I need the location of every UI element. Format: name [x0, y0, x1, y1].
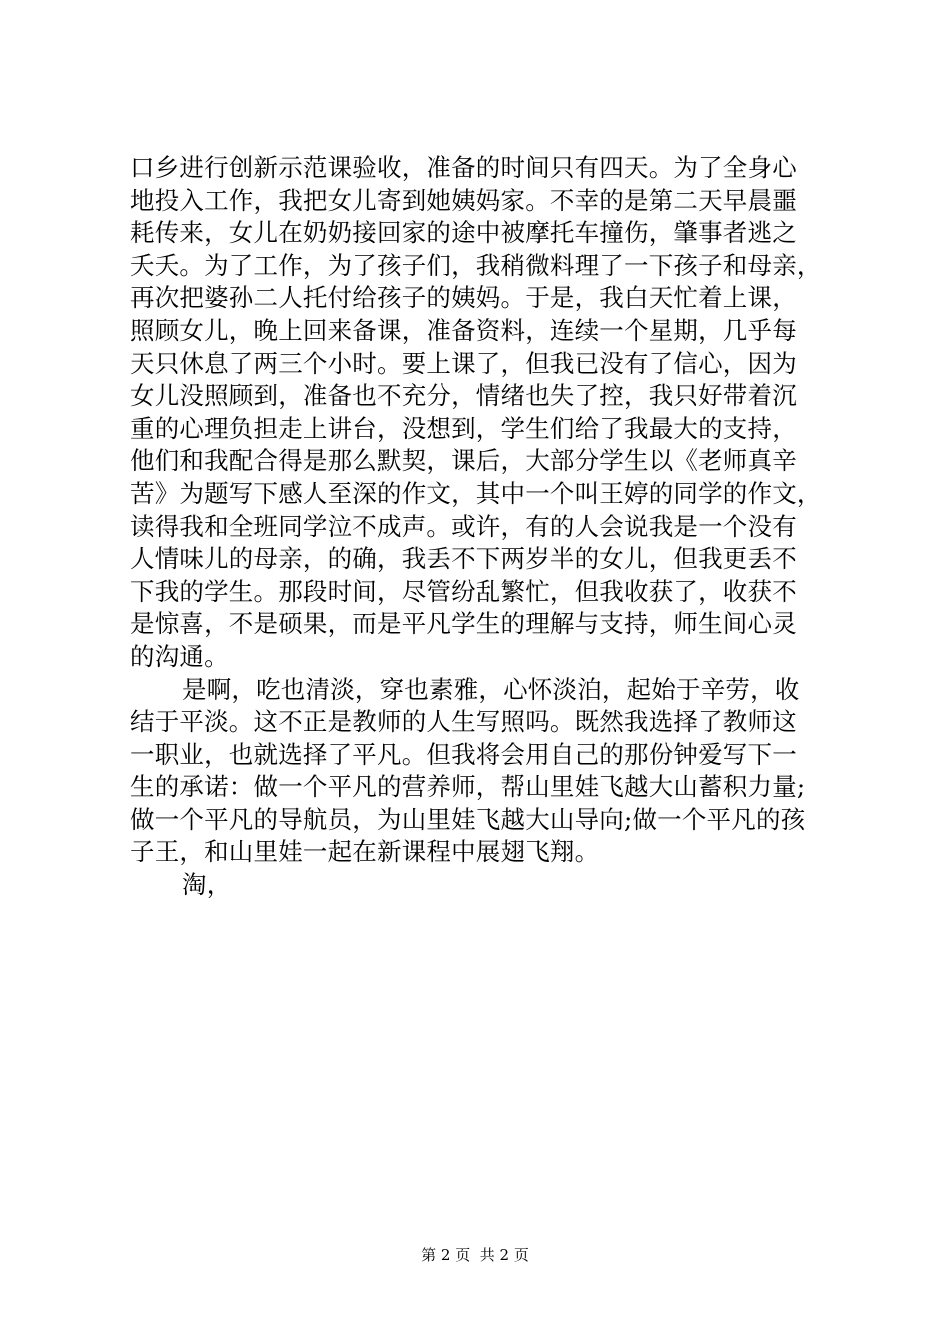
text-line: 的沟通。	[130, 641, 229, 671]
text-line-indented: 是啊，吃也清淡，穿也素雅，心怀淡泊，起始于辛劳，收	[182, 674, 800, 704]
text-line: 子王，和山里娃一起在新课程中展翅飞翔。	[130, 837, 600, 867]
text-line: 结于平淡。这不正是教师的人生写照吗。既然我选择了教师这	[130, 707, 797, 737]
text-line: 读得我和全班同学泣不成声。或许，有的人会说我是一个没有	[130, 511, 797, 541]
text-line: 地投入工作，我把女儿寄到她姨妈家。不幸的是第二天早晨噩	[130, 185, 797, 215]
text-line: 下我的学生。那段时间，尽管纷乱繁忙，但我收获了，收获不	[130, 576, 797, 606]
text-line-indented: 淘，	[182, 870, 232, 900]
text-line: 重的心理负担走上讲台，没想到，学生们给了我最大的支持，	[130, 413, 797, 443]
text-line: 照顾女儿，晚上回来备课，准备资料，连续一个星期，几乎每	[130, 315, 797, 345]
text-line: 女儿没照顾到，准备也不充分，情绪也失了控，我只好带着沉	[130, 381, 797, 411]
text-line: 再次把婆孙二人托付给孩子的姨妈。于是，我白天忙着上课，	[130, 283, 797, 313]
text-line: 人情味儿的母亲，的确，我丢不下两岁半的女儿，但我更丢不	[130, 544, 797, 574]
page-footer: 第 2 页 共 2 页	[421, 1246, 529, 1264]
text-line: 他们和我配合得是那么默契，课后，大部分学生以《老师真辛	[130, 446, 797, 476]
text-line: 天只休息了两三个小时。要上课了，但我已没有了信心，因为	[130, 348, 797, 378]
text-line: 夭夭。为了工作，为了孩子们，我稍微料理了一下孩子和母亲，	[130, 250, 822, 280]
body-text	[130, 152, 830, 902]
text-line: 是惊喜，不是硕果，而是平凡学生的理解与支持，师生间心灵	[130, 609, 797, 639]
text-line: 苦》为题写下感人至深的作文，其中一个叫王婷的同学的作文，	[130, 478, 822, 508]
text-line: 生的承诺：做一个平凡的营养师，帮山里娃飞越大山蓄积力量;	[130, 772, 806, 802]
text-line: 耗传来，女儿在奶奶接回家的途中被摩托车撞伤，肇事者逃之	[130, 218, 797, 248]
text-line: 口乡进行创新示范课验收，准备的时间只有四天。为了全身心	[130, 153, 797, 182]
text-line: 一职业，也就选择了平凡。但我将会用自己的那份钟爱写下一	[130, 739, 797, 769]
text-line: 做一个平凡的导航员，为山里娃飞越大山导向;做一个平凡的孩	[130, 804, 806, 834]
